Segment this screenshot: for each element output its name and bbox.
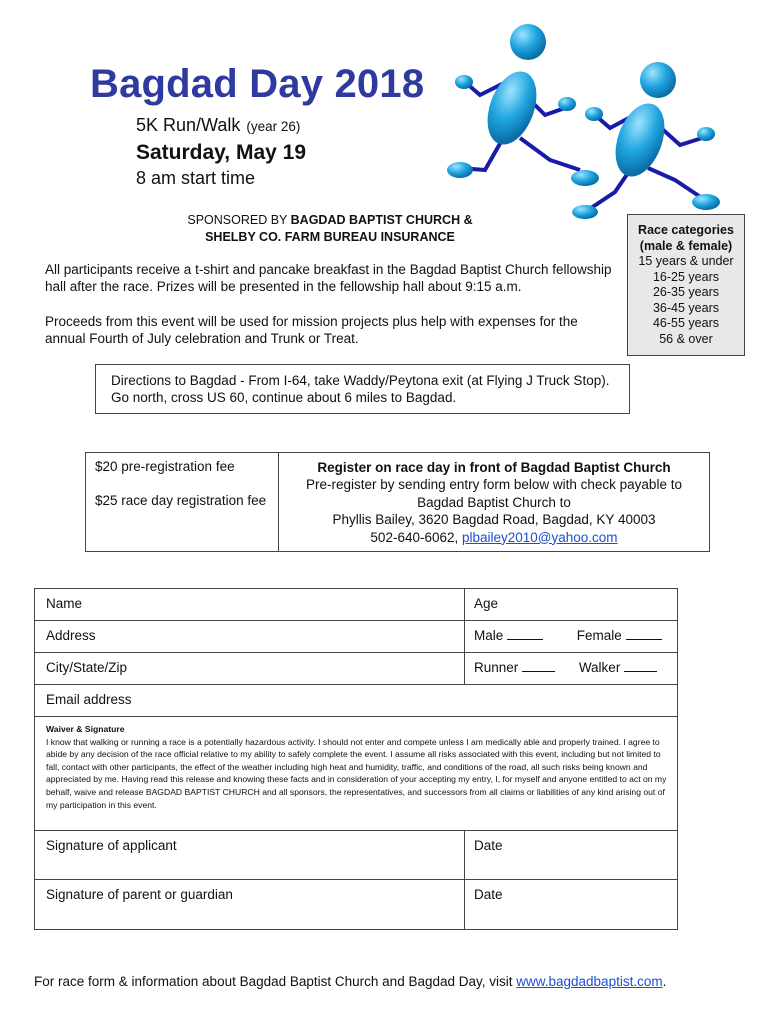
prereg-fee: $20 pre-registration fee <box>95 459 235 474</box>
year-note: (year 26) <box>246 119 301 134</box>
form-row-signature <box>35 831 677 880</box>
info-paragraph-1: All participants receive a t-shirt and pancake breakfast in the Bagdad Baptist Church fellowship hall after the race. Prizes will be presented in the fellowship hall about 9:15 a.m. <box>45 262 612 294</box>
directions-box <box>95 364 630 414</box>
event-name: 5K Run/Walk <box>136 115 241 135</box>
city-field[interactable] <box>35 653 465 684</box>
sponsor-block <box>130 212 530 246</box>
address-field[interactable] <box>35 621 465 652</box>
name-field[interactable] <box>35 589 465 620</box>
categories-title: Race categories <box>638 223 734 237</box>
category-item: 26-35 years <box>652 285 719 299</box>
runner-left <box>447 24 599 186</box>
footer <box>34 974 666 989</box>
applicant-date-field[interactable] <box>465 831 677 879</box>
gender-field <box>465 621 677 652</box>
guardian-signature-label: Signature of parent or guardian <box>46 887 233 902</box>
type-field <box>465 653 677 684</box>
sponsor-line1: BAGDAD BAPTIST CHURCH & <box>290 213 473 227</box>
form-row-name <box>35 589 677 621</box>
sponsor-prefix: SPONSORED BY <box>187 213 291 227</box>
date-label: Date <box>474 838 503 853</box>
directions-line1: Directions to Bagdad - From I-64, take Waddy/Peytona exit (at Flying J Truck Stop). <box>111 373 610 388</box>
email-label: Email address <box>46 692 132 707</box>
name-label: Name <box>46 596 83 611</box>
register-line1: Pre-register by sending entry form below with check payable to <box>306 477 682 493</box>
runner-label: Runner <box>474 660 519 675</box>
form-row-address <box>35 621 677 653</box>
info-paragraph-2: Proceeds from this event will be used for mission projects plus help with expenses for the annual Fourth of July celebration and Trunk or Treat. <box>45 314 578 346</box>
category-item: 46-55 years <box>652 316 719 330</box>
category-item: 15 years & under <box>638 254 734 268</box>
registration-info <box>279 453 709 551</box>
applicant-signature-field[interactable] <box>35 831 465 879</box>
runner-option[interactable] <box>474 660 555 675</box>
register-address: Phyllis Bailey, 3620 Bagdad Road, Bagdad, KY 40003 <box>332 512 656 528</box>
walker-label: Walker <box>578 660 621 675</box>
register-contact <box>279 529 709 546</box>
city-label: City/State/Zip <box>46 660 128 675</box>
guardian-date-field[interactable] <box>465 880 677 929</box>
runners-clipart <box>440 20 740 220</box>
category-item: 36-45 years <box>652 300 719 315</box>
form-row-guardian <box>35 880 677 929</box>
category-item: 16-25 years <box>652 269 719 284</box>
age-label: Age <box>474 596 499 611</box>
event-subtitle <box>136 115 300 136</box>
form-row-city <box>35 653 677 685</box>
waiver-title: Waiver & Signature <box>46 724 125 734</box>
form-row-email <box>35 685 677 717</box>
fees-list <box>86 453 279 551</box>
email-field[interactable] <box>35 685 677 716</box>
male-label: Male <box>474 628 504 643</box>
address-label: Address <box>46 628 96 643</box>
register-line2: Bagdad Baptist Church to <box>417 494 571 510</box>
waiver-block <box>35 717 677 830</box>
female-label: Female <box>576 628 622 643</box>
raceday-fee: $25 race day registration fee <box>95 493 267 508</box>
entry-form <box>34 588 678 930</box>
applicant-signature-label: Signature of applicant <box>46 838 177 853</box>
age-field[interactable] <box>465 589 677 620</box>
sponsor-line2: SHELBY CO. FARM BUREAU INSURANCE <box>205 230 455 244</box>
event-date: Saturday, May 19 <box>136 141 307 164</box>
race-categories-box <box>627 214 745 356</box>
fees-box <box>85 452 710 552</box>
date-label: Date <box>474 887 503 902</box>
register-phone: 502-640-6062, <box>370 529 462 545</box>
start-time: 8 am start time <box>136 168 256 188</box>
walker-option[interactable] <box>579 660 657 675</box>
footer-end: . <box>662 974 667 989</box>
footer-text: For race form & information about Bagdad Baptist Church and Bagdad Day, visit <box>34 974 517 989</box>
email-link[interactable]: plbailey2010@yahoo.com <box>462 529 618 545</box>
runner-right <box>572 62 720 219</box>
waiver-text: I know that walking or running a race is a potentially hazardous activity. I should not enter and compete unless I am medically able and properly trained. I agree to abide by any decision of the race official relative to my ability to safely complete the event. I assume all risks associated with this event, including but not limited to fall, contact with other participants, the effect of the weather including high heat and humidity, traffic, and conditions of the road, all such risks being known and appreciated by me. Having read this release and knowing these facts and in consideration of your accepting my entry, I, for myself and anyone entitled to act on my behalf, waive and release BAGDAD BAPTIST CHURCH and all sponsors, the representatives, and successors from all claims or liabilities of any kind arising out of my participation in this event. <box>46 736 667 810</box>
male-option[interactable] <box>474 628 543 643</box>
guardian-signature-field[interactable] <box>35 880 465 929</box>
register-title: Register on race day in front of Bagdad Baptist Church <box>317 460 671 475</box>
website-link[interactable]: www.bagdadbaptist.com <box>516 974 663 989</box>
page-title: Bagdad Day 2018 <box>90 62 425 106</box>
form-row-waiver <box>35 717 677 831</box>
categories-subtitle: (male & female) <box>639 238 733 253</box>
female-option[interactable] <box>577 628 662 643</box>
category-item: 56 & over <box>659 331 713 346</box>
directions-line2: Go north, cross US 60, continue about 6 miles to Bagdad. <box>111 390 457 405</box>
